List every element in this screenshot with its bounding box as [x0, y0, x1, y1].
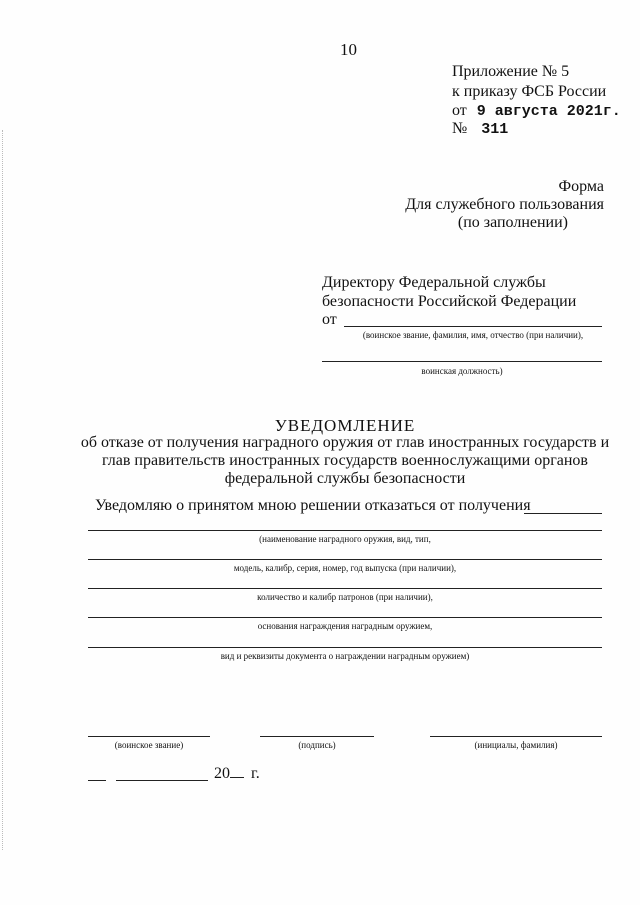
- addressee-from: от: [322, 311, 337, 328]
- title-line1: об отказе от получения наградного оружия от глав иностранных государств и: [80, 434, 610, 451]
- name-hint: (инициалы, фамилия): [474, 740, 558, 750]
- signature-hint: (подпись): [298, 740, 336, 750]
- body-hint-4: основания награждения наградным оружием,: [257, 621, 433, 631]
- date-year: [214, 764, 260, 783]
- body-hint-1: (наименование наградного оружия, вид, тип,: [259, 534, 431, 544]
- signature-line: [260, 736, 374, 737]
- appendix-date: [452, 102, 621, 120]
- appendix-line2: к приказу ФСБ России: [452, 83, 607, 100]
- body-hint-3: количество и калибр патронов (при наличии),: [257, 592, 433, 602]
- addressee-line1: Директору Федеральной службы: [322, 274, 546, 291]
- date-year-prefix: 20: [214, 765, 230, 782]
- body-fill-line-2: [88, 559, 602, 560]
- page-fold-mark: [2, 130, 3, 850]
- document-title: УВЕДОМЛЕНИЕ: [274, 416, 416, 435]
- body-hint-5: вид и реквизиты документа о награждении наградным оружием): [220, 651, 470, 661]
- appendix-number-prefix: №: [452, 120, 468, 137]
- appendix-date-value: 9 августа 2021г.: [476, 103, 621, 120]
- appendix-date-prefix: от: [452, 102, 467, 119]
- restriction-label: Для служебного пользования: [405, 196, 604, 213]
- form-label: Форма: [558, 178, 604, 195]
- body-fill-line-5: [88, 647, 602, 648]
- rank-hint: (воинское звание): [114, 740, 184, 750]
- addressee-hint1: (воинское звание, фамилия, имя, отчество (при наличии),: [362, 330, 584, 340]
- title-line3: федеральной службы безопасности: [224, 470, 466, 487]
- body-fill-line-0: [524, 513, 602, 514]
- body-fill-line-4: [88, 617, 602, 618]
- addressee-position-line: [322, 361, 602, 362]
- page-number: 10: [340, 40, 357, 59]
- addressee-name-line: [344, 326, 602, 327]
- body-intro: Уведомляю о принятом мною решении отказаться от получения: [95, 497, 531, 514]
- fill-note: (по заполнении): [457, 214, 568, 231]
- body-fill-line-1: [88, 530, 602, 531]
- addressee-line2: безопасности Российской Федерации: [322, 293, 577, 310]
- body-hint-2: модель, калибр, серия, номер, год выпуска (при наличии),: [233, 563, 457, 573]
- title-line2: глав правительств иностранных государств военнослужащими органов: [102, 452, 588, 469]
- addressee-hint2: воинская должность): [421, 366, 503, 376]
- name-line: [430, 736, 602, 737]
- body-fill-line-3: [88, 588, 602, 589]
- date-year-suffix: г.: [251, 765, 260, 782]
- appendix-number: [452, 120, 508, 138]
- date-day-line: [88, 780, 106, 781]
- rank-line: [88, 736, 210, 737]
- date-month-line: [116, 780, 208, 781]
- appendix-line1: Приложение № 5: [452, 63, 570, 80]
- date-year-blank: [230, 764, 244, 778]
- appendix-number-value: 311: [481, 121, 509, 138]
